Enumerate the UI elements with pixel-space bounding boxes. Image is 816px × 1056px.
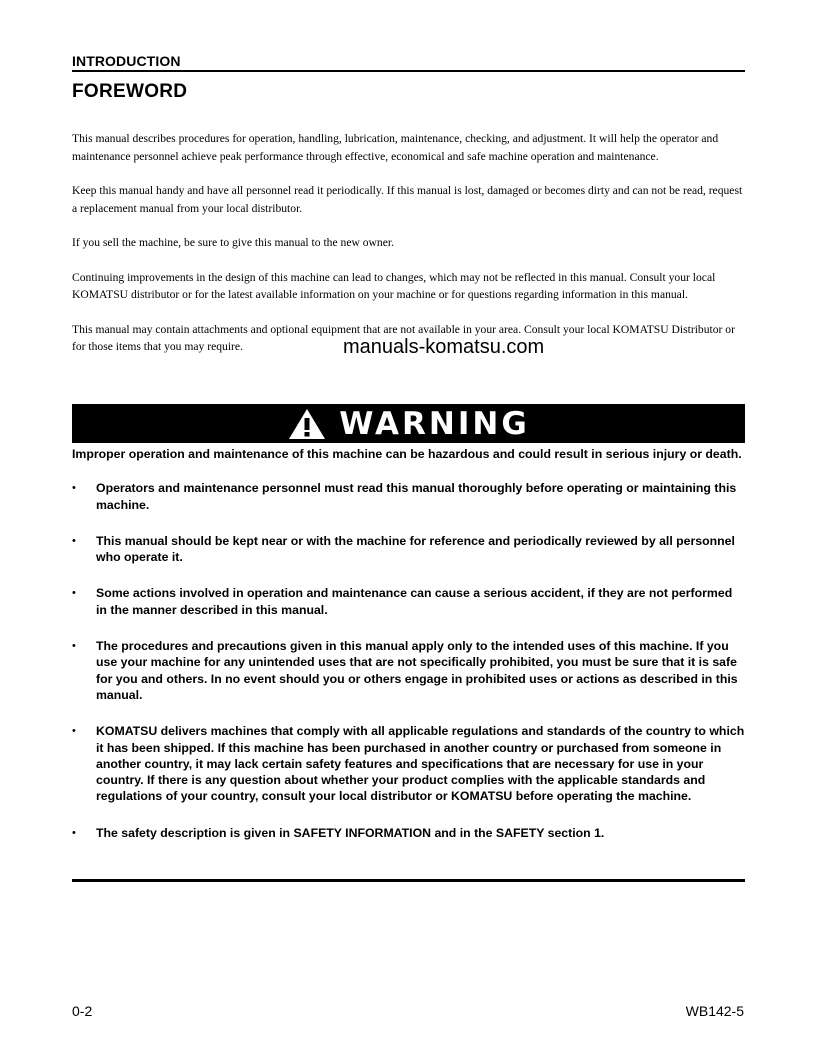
warning-intro: Improper operation and maintenance of this machine can be hazardous and could result in serious injury or death. xyxy=(72,447,742,461)
section-header: INTRODUCTION xyxy=(72,53,181,69)
intro-paragraph: Keep this manual handy and have all personnel read it periodically. If this manual is lost, damaged or becomes dirty and can not be read, request a replacement manual from your local distributor. xyxy=(72,184,743,215)
header-rule xyxy=(72,70,745,72)
warning-bullet-item xyxy=(72,825,745,841)
warning-bullet-item xyxy=(72,585,745,618)
watermark-text: manuals-komatsu.com xyxy=(343,336,545,358)
warning-bullet-item xyxy=(72,533,745,566)
bullet-icon: • xyxy=(72,826,76,839)
bullet-icon: • xyxy=(72,482,76,495)
warning-bullet-item xyxy=(72,480,745,513)
intro-paragraph: This manual describes procedures for operation, handling, lubrication, maintenance, checking, and adjustment. It will help the operator and maintenance personnel achieve peak performance through effective, economical and safe machine operation and maintenance. xyxy=(72,132,719,163)
warning-bullet-item xyxy=(72,638,745,703)
intro-paragraph: If you sell the machine, be sure to give this manual to the new owner. xyxy=(72,236,394,249)
bullet-icon: • xyxy=(72,534,76,547)
model-code: WB142-5 xyxy=(685,1003,744,1019)
warning-banner xyxy=(72,404,745,443)
page-title: FOREWORD xyxy=(72,81,188,102)
warning-triangle-icon xyxy=(287,407,327,441)
page-number: 0-2 xyxy=(72,1003,93,1019)
bullet-icon: • xyxy=(72,725,76,738)
warning-bullet-text: This manual should be kept near or with the machine for reference and periodically reviewed by all personnel who operate it. xyxy=(96,533,735,565)
warning-bullet-item xyxy=(72,723,745,804)
warning-bullet-text: The procedures and precautions given in this manual apply only to the intended uses of this machine. If you use your machine for any unintended uses that are not specifically prohibited, you must be sure that it is safe for you and others. In no event should you or others engage in prohibited uses or actions as described in this manual. xyxy=(96,639,738,702)
warning-body xyxy=(72,446,745,861)
intro-paragraph: This manual may contain attachments and optional equipment that are not available in your area. Consult your local KOMATSU Distributor or for those items that you may require. xyxy=(72,322,735,353)
warning-title: WARNING xyxy=(339,405,530,442)
intro-paragraph: Continuing improvements in the design of this machine can lead to changes, which may not be reflected in this manual. Consult your local KOMATSU distributor or for the latest available information on your machine or for questions regarding information in this manual. xyxy=(72,270,716,301)
bullet-icon: • xyxy=(72,587,76,600)
bullet-icon: • xyxy=(72,640,76,653)
warning-end-rule xyxy=(72,879,745,882)
warning-bullet-text: The safety description is given in SAFETY INFORMATION and in the SAFETY section 1. xyxy=(96,825,605,840)
warning-bullet-text: Operators and maintenance personnel must read this manual thoroughly before operating or maintaining this machine. xyxy=(96,481,737,512)
warning-bullet-text: Some actions involved in operation and maintenance can cause a serious accident, if they are not performed in the manner described in this manual. xyxy=(96,586,733,617)
warning-bullet-text: KOMATSU delivers machines that comply with all applicable regulations and standards of the country to which it has been shipped. If this machine has been purchased in another country or purchased from someone in another country, it may lack certain safety features and specifications that are necessary for use in your country. If there is any question about whether your product complies with the applicable standards and regulations of your country, consult your local distributor or KOMATSU before operating the machine. xyxy=(96,724,745,804)
warning-bullet-list xyxy=(72,480,745,841)
